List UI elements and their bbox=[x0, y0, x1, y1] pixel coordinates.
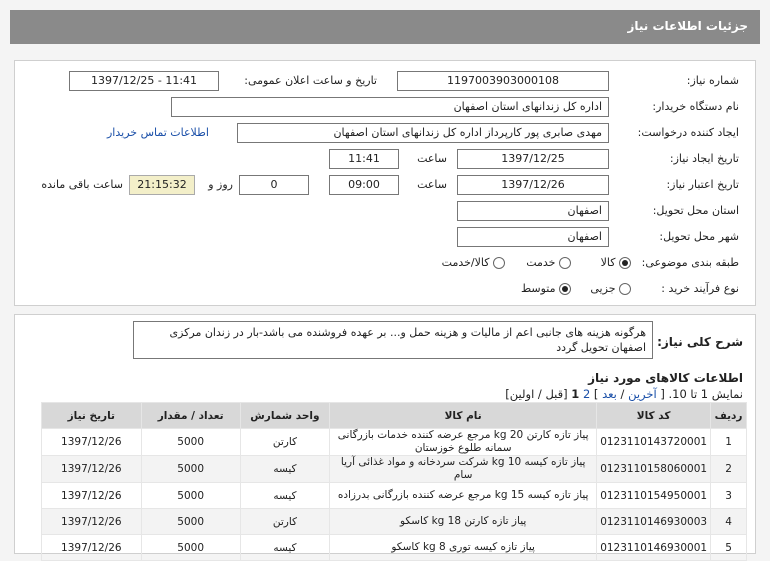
contact-buyer-link[interactable]: اطلاعات تماس خریدار bbox=[107, 126, 209, 139]
row-buyer bbox=[13, 97, 755, 117]
table-header-row bbox=[42, 403, 747, 429]
goods-title: اطلاعات کالاهای مورد نیاز bbox=[588, 371, 743, 385]
col-code: کد کالا bbox=[597, 403, 711, 429]
pager-current-page: 1 bbox=[571, 387, 580, 401]
remaining-time-field: 21:15:32 bbox=[129, 175, 195, 195]
buyer-field: اداره کل زندانهای استان اصفهان bbox=[171, 97, 609, 117]
table-row: 3 0123110154950001 پیاز تازه کیسه 15 kg مرجع عرضه کننده بازرگانی بدرزاده کیسه 5000 1397/12/26 bbox=[42, 483, 747, 509]
create-date-field: 1397/12/25 bbox=[457, 149, 609, 169]
city-field: اصفهان bbox=[457, 227, 609, 247]
days-label: روز و bbox=[208, 178, 233, 191]
row-process bbox=[13, 279, 755, 299]
row-province bbox=[13, 201, 755, 221]
description-box: هرگونه هزینه های جانبی اعم از مالیات و هزینه حمل و... بر عهده فروشنده می باشد-بار در زندان مرکزی اصفهان تحویل گردد bbox=[133, 321, 653, 359]
description-label: شرح کلی نیاز: bbox=[657, 335, 743, 349]
goods-panel bbox=[14, 314, 756, 554]
radio-selected-icon[interactable] bbox=[559, 283, 571, 295]
table-row: 4 0123110146930003 پیاز تازه کارتن 18 kg کاسکو کارتن 5000 1397/12/26 bbox=[42, 509, 747, 535]
pager-next-link[interactable]: بعد bbox=[602, 387, 617, 401]
process-option-minor[interactable]: جزیی bbox=[590, 282, 631, 295]
row-create-date bbox=[13, 149, 755, 169]
province-field: اصفهان bbox=[457, 201, 609, 221]
announce-label: تاریخ و ساعت اعلان عمومی: bbox=[244, 74, 377, 87]
announce-field: 1397/12/25 - 11:41 bbox=[69, 71, 219, 91]
validity-time-label: ساعت bbox=[417, 178, 447, 191]
page-title: جزئیات اطلاعات نیاز bbox=[627, 19, 748, 33]
create-time-label: ساعت bbox=[417, 152, 447, 165]
col-name: نام کالا bbox=[330, 403, 597, 429]
category-label: طبقه بندی موضوعی: bbox=[641, 256, 739, 269]
row-category bbox=[13, 253, 755, 273]
pager-last-link[interactable]: آخرین bbox=[628, 387, 657, 401]
pager-page-2-link[interactable]: 2 bbox=[582, 387, 591, 401]
row-validity bbox=[13, 175, 755, 195]
validity-date-field: 1397/12/26 bbox=[457, 175, 609, 195]
category-option-service[interactable]: خدمت bbox=[526, 256, 571, 269]
buyer-label: نام دستگاه خریدار: bbox=[652, 100, 739, 113]
radio-icon[interactable] bbox=[493, 257, 505, 269]
table-row: 2 0123110158060001 پیاز تازه کیسه 10 kg شرکت سردخانه و مواد غذائی آریا سام کیسه 5000 1397/12/26 bbox=[42, 456, 747, 483]
col-date: تاریخ نیاز bbox=[42, 403, 142, 429]
category-option-goods-service[interactable]: کالا/خدمت bbox=[442, 256, 505, 269]
process-option-medium[interactable]: متوسط bbox=[521, 282, 571, 295]
city-label: شهر محل تحویل: bbox=[659, 230, 739, 243]
table-row: 1 0123110143720001 پیاز تازه کارتن 20 kg مرجع عرضه کننده خدمات بازرگانی سمانه طلوع خوزستان کارتن 5000 1397/12/26 bbox=[42, 429, 747, 456]
days-field: 0 bbox=[239, 175, 309, 195]
radio-selected-icon[interactable] bbox=[619, 257, 631, 269]
row-city bbox=[13, 227, 755, 247]
radio-icon[interactable] bbox=[559, 257, 571, 269]
col-unit: واحد شمارش bbox=[240, 403, 329, 429]
goods-table bbox=[41, 402, 747, 561]
page-header bbox=[10, 10, 760, 44]
col-qty: تعداد / مقدار bbox=[141, 403, 240, 429]
table-row: 5 0123110146930001 پیاز تازه کیسه توری 8 kg کاسکو کیسه 5000 1397/12/26 bbox=[42, 535, 747, 561]
col-row: ردیف bbox=[711, 403, 747, 429]
create-time-field: 11:41 bbox=[329, 149, 399, 169]
create-date-label: تاریخ ایجاد نیاز: bbox=[669, 152, 739, 165]
radio-icon[interactable] bbox=[619, 283, 631, 295]
need-number-label: شماره نیاز: bbox=[686, 74, 739, 87]
need-number-field: 1197003903000108 bbox=[397, 71, 609, 91]
row-need-number bbox=[13, 71, 755, 91]
row-creator bbox=[13, 123, 755, 143]
province-label: استان محل تحویل: bbox=[652, 204, 739, 217]
creator-field: مهدی صابری پور کارپرداز اداره کل زندانهای استان اصفهان bbox=[237, 123, 609, 143]
pager: نمایش 1 تا 10. [ آخرین / بعد ] 2 1 [قبل / اولین] bbox=[505, 387, 743, 401]
validity-time-field: 09:00 bbox=[329, 175, 399, 195]
remaining-label: ساعت باقی مانده bbox=[41, 178, 123, 191]
process-label: نوع فرآیند خرید : bbox=[661, 282, 739, 295]
need-info-panel bbox=[14, 60, 756, 306]
category-option-goods[interactable]: کالا bbox=[601, 256, 631, 269]
creator-label: ایجاد کننده درخواست: bbox=[637, 126, 739, 139]
validity-label: تاریخ اعتبار نیاز: bbox=[666, 178, 739, 191]
